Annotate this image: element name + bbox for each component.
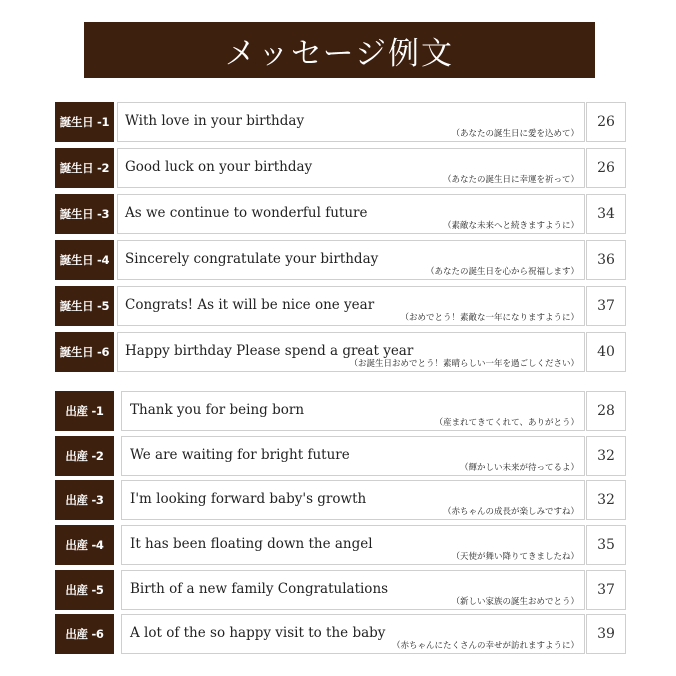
message-tag: 誕生日 -6 <box>55 332 114 372</box>
page-number: 32 <box>586 436 626 476</box>
message-english: Birth of a new family Congratulations <box>130 581 389 597</box>
message-english: A lot of the so happy visit to the baby <box>130 625 386 641</box>
message-box <box>117 194 585 234</box>
message-english: Congrats! As it will be nice one year <box>125 297 375 313</box>
message-box <box>121 391 585 431</box>
message-japanese: （産まれてきてくれて、ありがとう） <box>434 418 579 428</box>
message-japanese: （お誕生日おめでとう！素晴らしい一年を過ごしください） <box>349 359 579 369</box>
page-number: 26 <box>586 102 626 142</box>
page-number: 35 <box>586 525 626 565</box>
page-title: メッセージ例文 <box>84 22 595 78</box>
message-english: It has been floating down the angel <box>130 536 373 552</box>
message-row <box>55 332 626 372</box>
message-row <box>55 286 626 326</box>
page-number: 37 <box>586 286 626 326</box>
page-number: 36 <box>586 240 626 280</box>
message-english: I'm looking forward baby's growth <box>130 491 367 507</box>
message-tag: 誕生日 -1 <box>55 102 114 142</box>
message-box <box>121 570 585 610</box>
message-tag: 誕生日 -5 <box>55 286 114 326</box>
message-row <box>55 102 626 142</box>
message-box <box>121 614 585 654</box>
message-japanese: （あなたの誕生日に愛を込めて） <box>451 129 579 139</box>
page-number: 34 <box>586 194 626 234</box>
message-box <box>121 525 585 565</box>
message-japanese: （おめでとう！素敵な一年になりますように） <box>400 313 579 323</box>
message-tag: 出産 -1 <box>55 391 114 431</box>
message-japanese: （赤ちゃんの成長が楽しみですね） <box>442 507 579 517</box>
message-row <box>55 570 626 610</box>
message-english: Happy birthday Please spend a great year <box>125 343 414 359</box>
message-tag: 誕生日 -2 <box>55 148 114 188</box>
message-tag: 出産 -6 <box>55 614 114 654</box>
message-row <box>55 391 626 431</box>
page-number: 40 <box>586 332 626 372</box>
message-box <box>117 240 585 280</box>
message-box <box>117 286 585 326</box>
message-japanese: （輝かしい未来が待ってるよ） <box>459 463 579 473</box>
message-japanese: （素敵な未来へと続きますように） <box>442 221 579 231</box>
message-english: Good luck on your birthday <box>125 159 313 175</box>
message-tag: 出産 -5 <box>55 570 114 610</box>
message-tag: 誕生日 -3 <box>55 194 114 234</box>
message-tag: 誕生日 -4 <box>55 240 114 280</box>
message-row <box>55 480 626 520</box>
page-number: 39 <box>586 614 626 654</box>
message-english: Sincerely congratulate your birthday <box>125 251 379 267</box>
message-japanese: （赤ちゃんにたくさんの幸せが訪れますように） <box>391 641 579 651</box>
message-tag: 出産 -2 <box>55 436 114 476</box>
message-box <box>121 480 585 520</box>
page-number: 32 <box>586 480 626 520</box>
message-english: As we continue to wonderful future <box>125 205 368 221</box>
message-japanese: （新しい家族の誕生おめでとう） <box>451 597 579 607</box>
message-tag: 出産 -3 <box>55 480 114 520</box>
message-english: With love in your birthday <box>125 113 305 129</box>
message-row <box>55 148 626 188</box>
message-box <box>117 332 585 372</box>
message-english: We are waiting for bright future <box>130 447 350 463</box>
message-row <box>55 436 626 476</box>
message-japanese: （あなたの誕生日を心から祝福します） <box>425 267 579 277</box>
message-row <box>55 194 626 234</box>
message-box <box>117 148 585 188</box>
message-box <box>117 102 585 142</box>
message-box <box>121 436 585 476</box>
page-number: 37 <box>586 570 626 610</box>
message-tag: 出産 -4 <box>55 525 114 565</box>
page-number: 26 <box>586 148 626 188</box>
message-row <box>55 525 626 565</box>
message-row <box>55 614 626 654</box>
message-english: Thank you for being born <box>130 402 305 418</box>
message-japanese: （あなたの誕生日に幸運を祈って） <box>442 175 579 185</box>
page-number: 28 <box>586 391 626 431</box>
message-row <box>55 240 626 280</box>
message-japanese: （天使が舞い降りてきましたね） <box>451 552 579 562</box>
